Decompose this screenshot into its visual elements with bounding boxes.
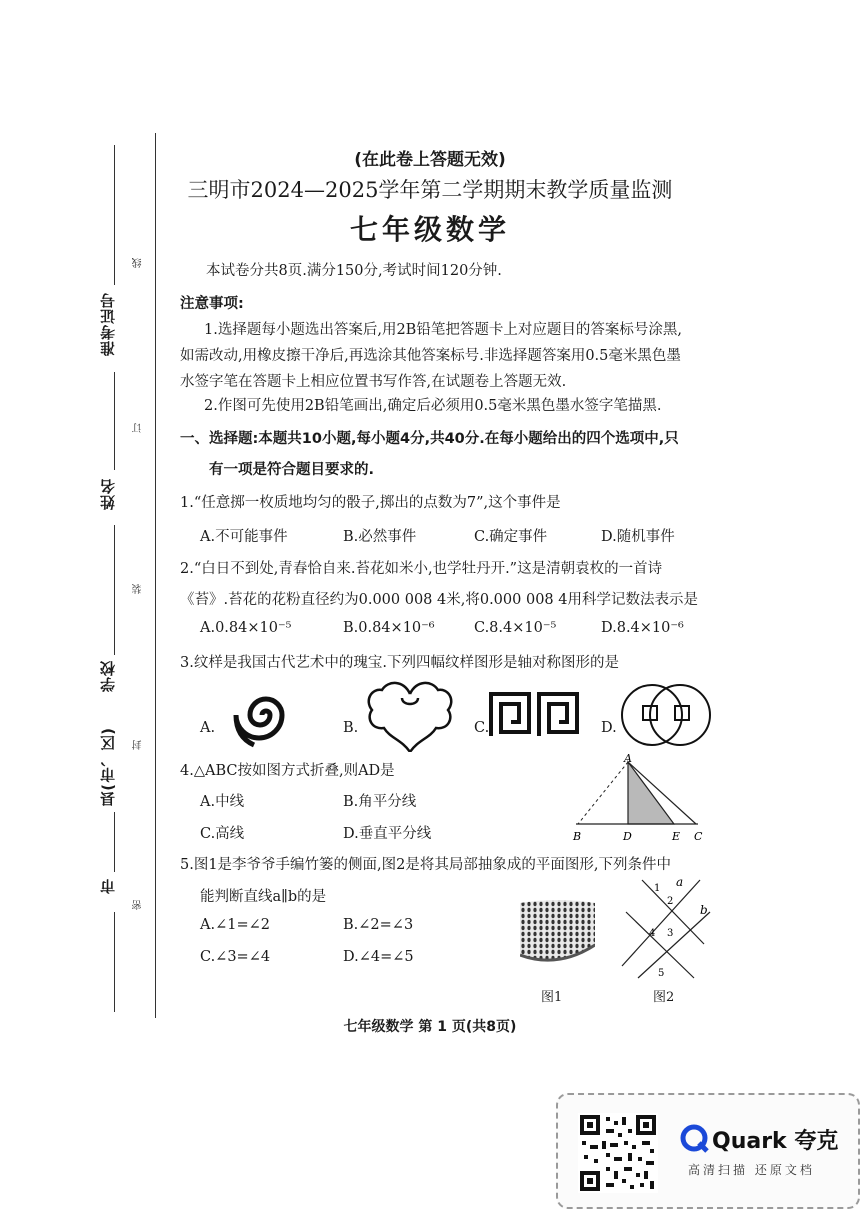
q3-stem: 3.纹样是我国古代艺术中的瑰宝.下列四幅纹样图形是轴对称图形的是 (180, 655, 619, 671)
seal-char: 封 (133, 740, 144, 750)
angle-label: 2 (667, 896, 674, 907)
q5-option-a: A.∠1=∠2 (200, 917, 270, 933)
q3-option-d: D. (601, 720, 617, 736)
meander-pattern-c (489, 692, 581, 738)
angle-label: 3 (667, 928, 674, 939)
figure2-caption: 图2 (653, 990, 675, 1005)
exam-org-title: 三明市2024—2025学年第二学期期末教学质量监测 (187, 178, 673, 202)
subject-title: 七年级数学 (349, 213, 510, 246)
q2-option-d: D.8.4×10⁻⁶ (601, 620, 684, 636)
vertex-label: D (623, 830, 632, 843)
spiral-cloud-pattern-a (216, 680, 316, 750)
vertex-label: E (672, 830, 681, 843)
intro-text: 本试卷分共8页.满分150分,考试时间120分钟. (206, 263, 502, 279)
parallel-lines-figure (612, 872, 722, 980)
page-footer: 七年级数学 第 1 页(共8页) (343, 1019, 517, 1035)
q1-option-a: A.不可能事件 (200, 529, 288, 545)
q4-option-a: A.中线 (200, 794, 245, 810)
angle-label: 4 (649, 928, 656, 939)
q3-option-b: B. (343, 720, 359, 736)
admission-number-label: 准考证号 (99, 292, 117, 356)
name-label: 姓名 (99, 478, 117, 510)
line-label-a: a (676, 875, 684, 889)
seal-char: 线 (133, 258, 144, 268)
vertex-label: A (624, 752, 632, 765)
figure1-caption: 图1 (541, 990, 563, 1005)
seal-char: 订 (133, 423, 144, 433)
bamboo-basket-photo (520, 895, 595, 970)
fill-line (114, 912, 115, 1012)
double-coin-pattern-d (618, 680, 714, 750)
seal-char: 密 (133, 900, 144, 910)
q2-option-c: C.8.4×10⁻⁵ (474, 620, 557, 636)
q2-option-b: B.0.84×10⁻⁶ (343, 620, 435, 636)
city-label: 市 (99, 878, 117, 894)
angle-label: 1 (654, 883, 661, 894)
fill-line (114, 812, 115, 872)
q4-option-b: B.角平分线 (343, 794, 417, 810)
q1-option-d: D.随机事件 (601, 529, 675, 545)
q2-stem-line2: 《苔》.苔花的花粉直径约为0.000 008 4米,将0.000 008 4用科学记数法表示是 (180, 592, 698, 608)
q3-option-c: C. (474, 720, 490, 736)
note-1-line2: 如需改动,用橡皮擦干净后,再选涂其他答案标号.非选择题答案用0.5毫米黑色墨 (180, 348, 681, 364)
q2-stem-line1: 2.“白日不到处,青春恰自来.苔花如米小,也学牡丹开.”这是清朝袁枚的一首诗 (180, 561, 663, 577)
q5-option-c: C.∠3=∠4 (200, 949, 271, 965)
q4-option-d: D.垂直平分线 (343, 826, 432, 842)
county-label: 县(市、区) (99, 727, 117, 807)
note-1-line1: 1.选择题每小题选出答案后,用2B铅笔把答题卡上对应题目的答案标号涂黑, (204, 322, 682, 338)
note-1-line3: 水签字笔在答题卡上相应位置书写作答,在试题卷上答题无效. (180, 374, 567, 390)
quark-tagline: 高清扫描 还原文档 (688, 1163, 815, 1177)
q4-option-c: C.高线 (200, 826, 245, 842)
quark-logo-icon (680, 1124, 710, 1154)
line-label-b: b (700, 903, 708, 917)
folded-triangle-figure (566, 752, 716, 847)
school-label: 学校 (99, 660, 117, 692)
seal-char: 装 (133, 584, 144, 594)
q1-option-b: B.必然事件 (343, 529, 417, 545)
qr-code-icon (578, 1113, 658, 1193)
heart-cloud-pattern-b (360, 676, 460, 752)
fill-line (114, 525, 115, 655)
q1-option-c: C.确定事件 (474, 529, 548, 545)
q3-option-a: A. (200, 720, 216, 736)
angle-label: 5 (658, 968, 665, 979)
q4-stem: 4.△ABC按如图方式折叠,则AD是 (180, 763, 395, 779)
q1-stem: 1.“任意掷一枚质地均匀的骰子,掷出的点数为7”,这个事件是 (180, 495, 561, 511)
invalid-answer-notice: (在此卷上答题无效) (354, 150, 506, 170)
section1-heading-cont: 有一项是符合题目要求的. (209, 462, 375, 478)
section1-heading: 一、选择题:本题共10小题,每小题4分,共40分.在每小题给出的四个选项中,只 (180, 431, 679, 447)
q5-option-d: D.∠4=∠5 (343, 949, 414, 965)
note-2: 2.作图可先使用2B铅笔画出,确定后必须用0.5毫米黑色墨水签字笔描黑. (204, 398, 662, 414)
vertex-label: B (573, 830, 582, 843)
vertex-label: C (694, 830, 703, 843)
q2-option-a: A.0.84×10⁻⁵ (200, 620, 292, 636)
q5-option-b: B.∠2=∠3 (343, 917, 414, 933)
q5-stem-line1: 5.图1是李爷爷手编竹篓的侧面,图2是将其局部抽象成的平面图形,下列条件中 (180, 857, 672, 873)
quark-brand: Quark 夸克 (712, 1129, 839, 1154)
q5-stem-line2: 能判断直线a∥b的是 (200, 889, 327, 905)
fill-line (114, 372, 115, 470)
notes-title: 注意事项: (180, 296, 244, 312)
binding-rule (155, 133, 156, 1018)
